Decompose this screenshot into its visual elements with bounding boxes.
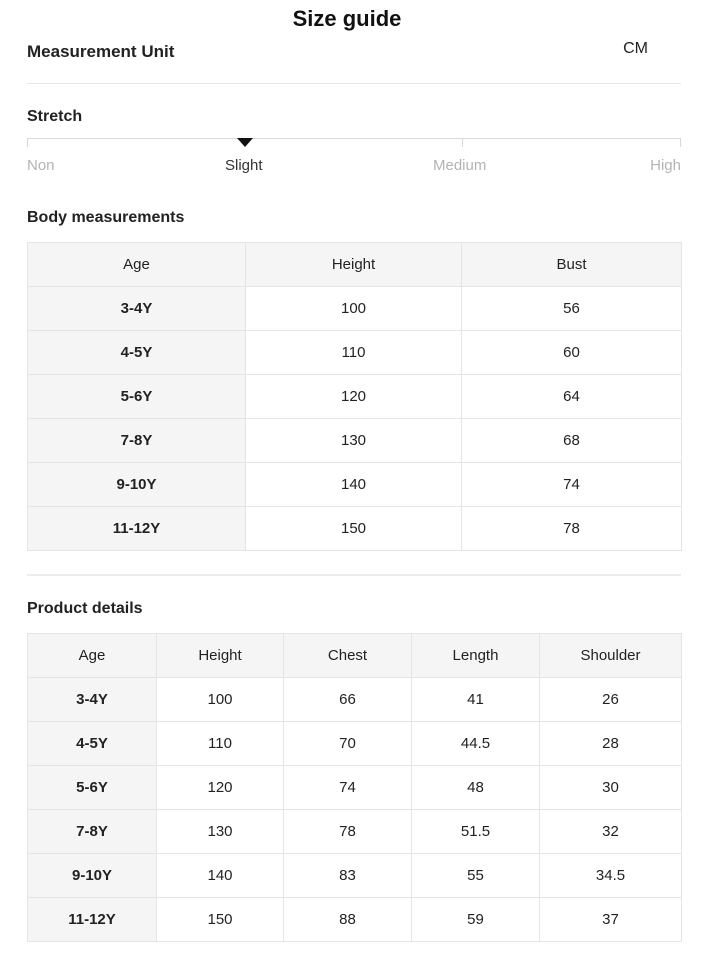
table-row bbox=[28, 678, 682, 722]
table-cell: 83 bbox=[284, 854, 412, 898]
column-header: Age bbox=[28, 634, 157, 678]
table-cell: 100 bbox=[157, 678, 284, 722]
body-measurements-table bbox=[27, 242, 682, 551]
divider bbox=[27, 83, 681, 84]
table-row bbox=[28, 766, 682, 810]
age-cell: 4-5Y bbox=[28, 722, 157, 766]
table-cell: 88 bbox=[284, 898, 412, 942]
table-cell: 130 bbox=[246, 419, 462, 463]
table-cell: 37 bbox=[540, 898, 682, 942]
table-cell: 100 bbox=[246, 287, 462, 331]
table-row bbox=[28, 331, 682, 375]
stretch-option-slight: Slight bbox=[225, 157, 263, 174]
age-cell: 11-12Y bbox=[28, 507, 246, 551]
age-cell: 7-8Y bbox=[28, 810, 157, 854]
column-header: Bust bbox=[462, 243, 682, 287]
table-cell: 56 bbox=[462, 287, 682, 331]
table-row bbox=[28, 463, 682, 507]
table-header-row bbox=[28, 634, 682, 678]
table-cell: 48 bbox=[412, 766, 540, 810]
table-cell: 150 bbox=[246, 507, 462, 551]
stretch-option-non: Non bbox=[27, 157, 55, 174]
table-cell: 28 bbox=[540, 722, 682, 766]
table-cell: 60 bbox=[462, 331, 682, 375]
column-header: Chest bbox=[284, 634, 412, 678]
measurement-unit-row[interactable] bbox=[27, 42, 681, 66]
age-cell: 11-12Y bbox=[28, 898, 157, 942]
column-header: Age bbox=[28, 243, 246, 287]
age-cell: 9-10Y bbox=[28, 854, 157, 898]
table-cell: 64 bbox=[462, 375, 682, 419]
age-cell: 5-6Y bbox=[28, 375, 246, 419]
age-cell: 5-6Y bbox=[28, 766, 157, 810]
stretch-marker-icon bbox=[237, 138, 253, 147]
table-cell: 70 bbox=[284, 722, 412, 766]
table-cell: 66 bbox=[284, 678, 412, 722]
product-details-table bbox=[27, 633, 682, 942]
table-row bbox=[28, 419, 682, 463]
age-cell: 7-8Y bbox=[28, 419, 246, 463]
column-header: Length bbox=[412, 634, 540, 678]
table-row bbox=[28, 507, 682, 551]
table-cell: 78 bbox=[284, 810, 412, 854]
table-cell: 26 bbox=[540, 678, 682, 722]
age-cell: 3-4Y bbox=[28, 287, 246, 331]
column-header: Height bbox=[157, 634, 284, 678]
table-cell: 140 bbox=[246, 463, 462, 507]
table-row bbox=[28, 375, 682, 419]
table-row bbox=[28, 854, 682, 898]
table-cell: 30 bbox=[540, 766, 682, 810]
table-cell: 41 bbox=[412, 678, 540, 722]
stretch-line bbox=[27, 138, 681, 139]
table-cell: 34.5 bbox=[540, 854, 682, 898]
table-cell: 74 bbox=[462, 463, 682, 507]
measurement-unit-label: Measurement Unit bbox=[27, 42, 175, 61]
stretch-scale bbox=[27, 138, 681, 182]
table-row bbox=[28, 898, 682, 942]
age-cell: 3-4Y bbox=[28, 678, 157, 722]
table-cell: 44.5 bbox=[412, 722, 540, 766]
table-cell: 150 bbox=[157, 898, 284, 942]
table-row bbox=[28, 810, 682, 854]
stretch-label: Stretch bbox=[27, 108, 83, 125]
table-cell: 140 bbox=[157, 854, 284, 898]
table-cell: 78 bbox=[462, 507, 682, 551]
table-cell: 120 bbox=[157, 766, 284, 810]
stretch-tick bbox=[680, 138, 681, 147]
divider bbox=[27, 574, 681, 576]
table-cell: 68 bbox=[462, 419, 682, 463]
table-cell: 130 bbox=[157, 810, 284, 854]
stretch-tick bbox=[27, 138, 28, 147]
table-cell: 74 bbox=[284, 766, 412, 810]
table-cell: 32 bbox=[540, 810, 682, 854]
table-row bbox=[28, 287, 682, 331]
body-measurements-label: Body measurements bbox=[27, 209, 185, 226]
column-header: Shoulder bbox=[540, 634, 682, 678]
stretch-option-high: High bbox=[650, 157, 681, 174]
table-row bbox=[28, 722, 682, 766]
table-cell: 120 bbox=[246, 375, 462, 419]
age-cell: 4-5Y bbox=[28, 331, 246, 375]
column-header: Height bbox=[246, 243, 462, 287]
page-title: Size guide bbox=[292, 6, 402, 31]
measurement-unit-value[interactable]: CM bbox=[623, 40, 648, 57]
stretch-tick bbox=[462, 138, 463, 147]
table-header-row bbox=[28, 243, 682, 287]
table-cell: 55 bbox=[412, 854, 540, 898]
table-cell: 51.5 bbox=[412, 810, 540, 854]
stretch-option-medium: Medium bbox=[433, 157, 487, 174]
table-cell: 110 bbox=[157, 722, 284, 766]
age-cell: 9-10Y bbox=[28, 463, 246, 507]
table-cell: 110 bbox=[246, 331, 462, 375]
table-cell: 59 bbox=[412, 898, 540, 942]
product-details-label: Product details bbox=[27, 600, 143, 617]
